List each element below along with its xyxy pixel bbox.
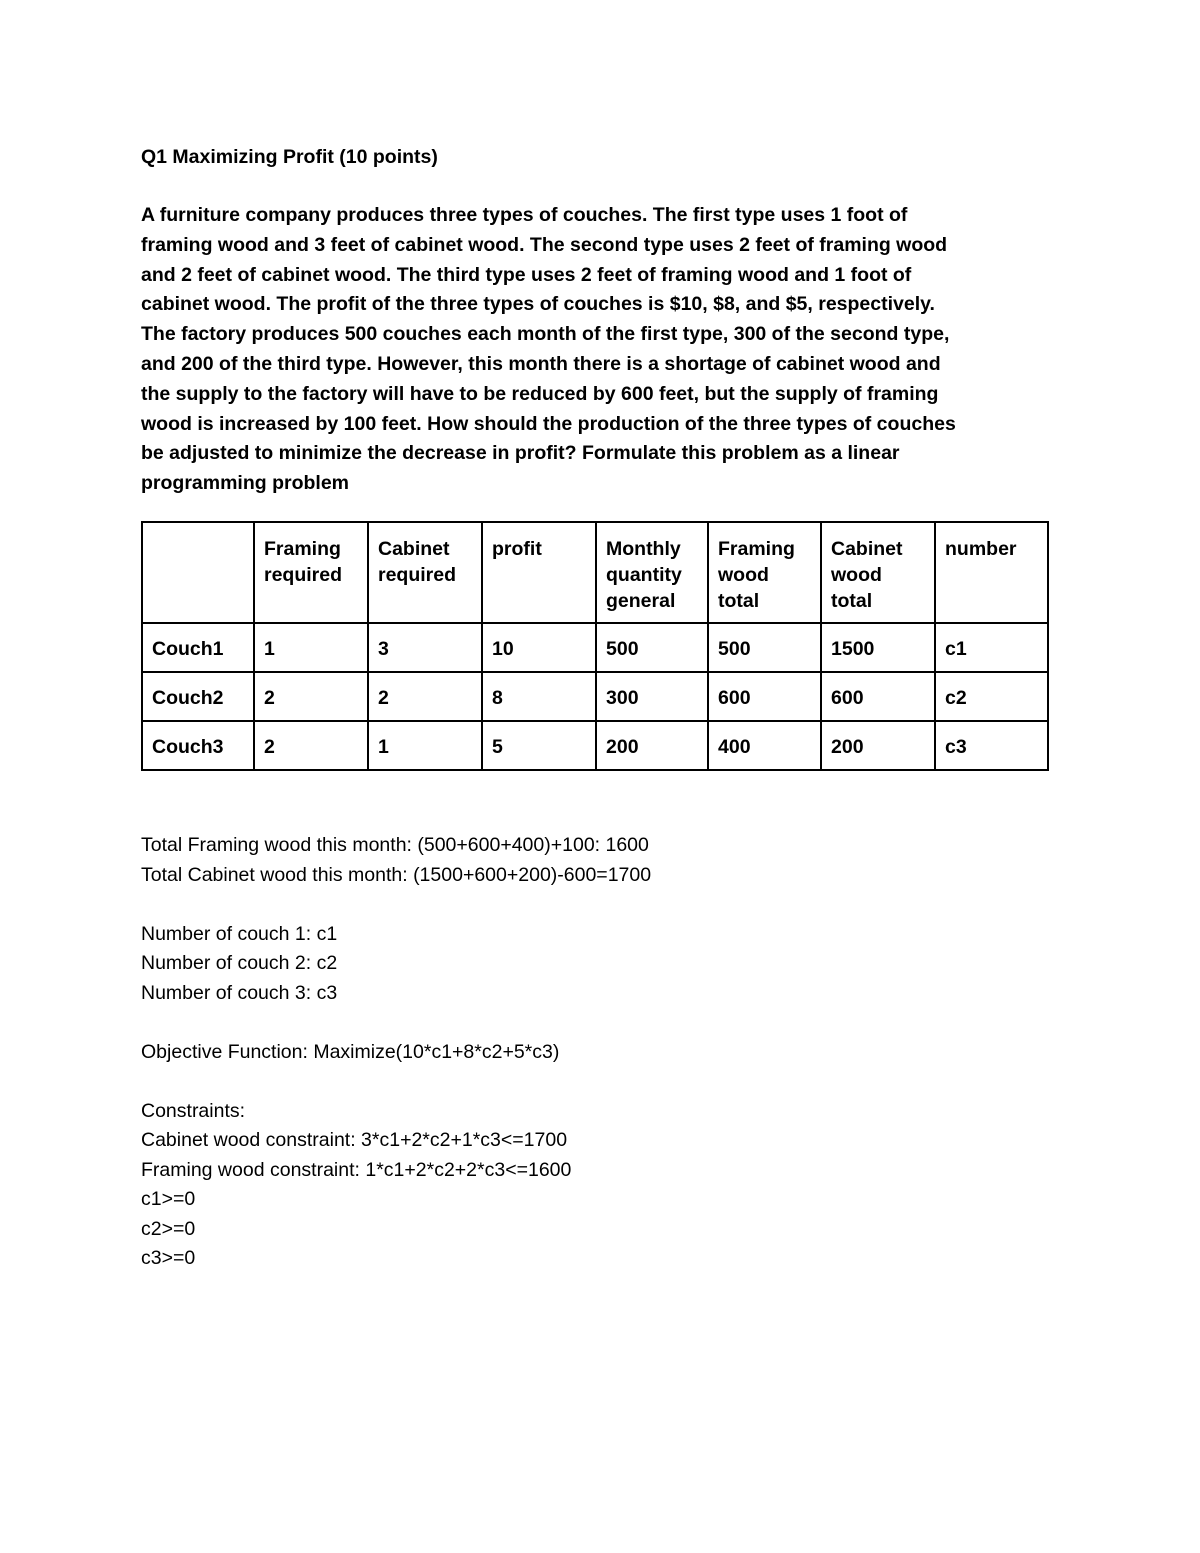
problem-statement <box>141 201 1051 499</box>
table-cell: 400 <box>708 721 821 770</box>
table-cell: 600 <box>821 672 935 721</box>
header-cell: Framing required <box>254 522 368 623</box>
header-cell: Cabinet required <box>368 522 482 623</box>
problem-line: framing wood and 3 feet of cabinet wood. The second type uses 2 feet of framing wood <box>141 233 948 256</box>
header-cell: profit <box>482 522 596 623</box>
constraint-line: c3>=0 <box>141 1247 196 1269</box>
header-cell: Monthly quantity general <box>596 522 708 623</box>
table-cell: 600 <box>708 672 821 721</box>
header-cell: Framing wood total <box>708 522 821 623</box>
table-header-row <box>142 522 1048 623</box>
header-cell: number <box>935 522 1048 623</box>
problem-line: and 200 of the third type. However, this month there is a shortage of cabinet wood and <box>141 352 941 375</box>
total-framing-line: Total Framing wood this month: (500+600+400)+100: 1600 <box>141 834 649 856</box>
variable-line: Number of couch 1: c1 <box>141 922 338 945</box>
table-cell: 3 <box>368 623 482 672</box>
table-cell: c3 <box>935 721 1048 770</box>
table-cell: Couch2 <box>142 672 254 721</box>
table-row <box>142 623 1048 672</box>
table-cell: Couch3 <box>142 721 254 770</box>
problem-line: cabinet wood. The profit of the three types of couches is $10, $8, and $5, respectively. <box>141 293 935 316</box>
constraints-heading: Constraints: <box>141 1099 246 1122</box>
table-cell: 10 <box>482 623 596 672</box>
table-cell: c2 <box>935 672 1048 721</box>
table-cell: 2 <box>254 721 368 770</box>
question-title: Q1 Maximizing Profit (10 points) <box>141 146 438 168</box>
variable-line: Number of couch 2: c2 <box>141 952 338 974</box>
problem-line: the supply to the factory will have to be reduced by 600 feet, but the supply of framing <box>141 382 939 405</box>
problem-line: programming problem <box>141 472 350 495</box>
table-row <box>142 672 1048 721</box>
table-cell: 200 <box>821 721 935 770</box>
table-cell: 200 <box>596 721 708 770</box>
constraint-line: Cabinet wood constraint: 3*c1+2*c2+1*c3<=1700 <box>141 1129 568 1151</box>
table-row <box>142 721 1048 770</box>
header-cell: Cabinet wood total <box>821 522 935 623</box>
solution-section <box>141 831 651 1274</box>
constraint-line: c2>=0 <box>141 1217 196 1240</box>
problem-line: A furniture company produces three types of couches. The first type uses 1 foot of <box>141 204 908 226</box>
constraint-line: c1>=0 <box>141 1188 196 1210</box>
table-cell: c1 <box>935 623 1048 672</box>
table-cell: 500 <box>708 623 821 672</box>
table-cell: 5 <box>482 721 596 770</box>
objective-function: Objective Function: Maximize(10*c1+8*c2+5*c3) <box>141 1040 560 1063</box>
problem-line: and 2 feet of cabinet wood. The third type uses 2 feet of framing wood and 1 foot of <box>141 263 912 286</box>
table-cell: Couch1 <box>142 623 254 672</box>
header-cell-blank <box>142 522 254 623</box>
variable-line: Number of couch 3: c3 <box>141 981 338 1004</box>
total-cabinet-line: Total Cabinet wood this month: (1500+600+200)-600=1700 <box>141 863 652 886</box>
table-cell: 1 <box>368 721 482 770</box>
problem-line: wood is increased by 100 feet. How should the production of the three types of couches <box>141 412 956 435</box>
table-cell: 2 <box>254 672 368 721</box>
couch-data-table <box>141 521 1049 771</box>
constraint-line: Framing wood constraint: 1*c1+2*c2+2*c3<=1600 <box>141 1158 572 1181</box>
problem-line: be adjusted to minimize the decrease in profit? Formulate this problem as a linear <box>141 442 900 465</box>
problem-line: The factory produces 500 couches each month of the first type, 300 of the second type, <box>141 323 950 346</box>
document-page <box>141 143 1051 1269</box>
table-cell: 2 <box>368 672 482 721</box>
table-cell: 8 <box>482 672 596 721</box>
table-cell: 500 <box>596 623 708 672</box>
table-cell: 1500 <box>821 623 935 672</box>
table-cell: 300 <box>596 672 708 721</box>
table-cell: 1 <box>254 623 368 672</box>
